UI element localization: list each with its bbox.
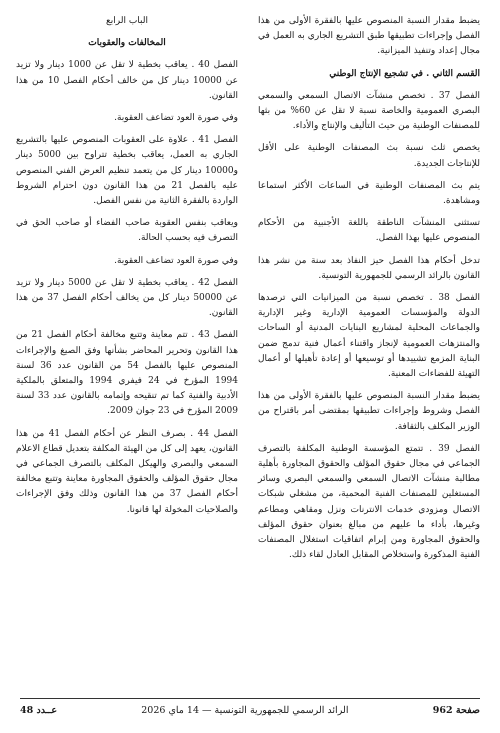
paragraph-budget-ratio: يضبط مقدار النسبة المنصوص عليها بالفقرة الأولى من هذا الفصل وإجراءات تطبيقها طبق التشريع الجاري به العمل في مجال إعداد وتنفيذ الميزانية. xyxy=(258,16,480,57)
right-column xyxy=(258,14,480,571)
paragraph-decree-ratio: يضبط مقدار النسبة المنصوص عليها بالفقرة الأولى من هذا الفصل وشروط وإجراءات تطبيقها بمقتضى أمر باقتراح من الوزير المكلف بالثقافة. xyxy=(258,391,480,432)
paragraph-recidivism: وفي صورة العود تضاعف العقوبة. xyxy=(114,255,238,266)
issue-number: عــدد 48 xyxy=(20,705,57,716)
paragraph-recidivism: وفي صورة العود تضاعف العقوبة. xyxy=(114,113,238,124)
paragraph-prime-time: يتم بث المصنفات الوطنية في الساعات الأكثر استماعا ومشاهدة. xyxy=(258,180,480,207)
section-heading-national-production: القسم الثاني . في تشجيع الإنتاج الوطني xyxy=(329,68,480,79)
paragraph-entry-into-force: تدخل أحكام هذا الفصل حيز النفاذ بعد سنة من نشر هذا القانون بالرائد الرسمي للجمهورية التونسية. xyxy=(258,255,480,281)
article-37: الفصل 37 . تخصص منشآت الاتصال السمعي والسمعي البصري العمومية والخاصة نسبة لا تقل عن 60% من بثها للمصنفات الوطنية من حيث التأليف والإنتاج والأداء. xyxy=(258,90,481,132)
article-40: الفصل 40 . يعاقب بخطية لا تقل عن 1000 دينار ولا تزيد عن 10000 دينار كل من خالف أحكام الفصل 10 من هذا القانون. xyxy=(16,60,238,101)
article-43: الفصل 43 . تتم معاينة وتتبع مخالفة أحكام الفصل 21 من هذا القانون وتحرير المحاضر بشأنها وفق الصيغ والإجراءات المنصوص عليها بالفصل 54 من القانون عدد 36 لسنة 1994 المؤرخ في 24 فيفري 1994 والمتعلق بالملكية الأدبية والفنية كما تم تنقيحه وإتمامه بالقانون عدد 33 لسنة 2009 المؤرخ في 23 جوان 2009. xyxy=(16,330,238,417)
left-column xyxy=(16,14,238,525)
article-42: الفصل 42 . يعاقب بخطية لا تقل عن 5000 دينار ولا تزيد عن 50000 دينار كل من يخالف أحكام الفصل 37 من هذا القانون. xyxy=(16,277,238,319)
paragraph-new-productions: يخصص ثلث نسبة بث المصنفات الوطنية على الأقل للإنتاجات الجديدة. xyxy=(258,143,480,169)
journal-title: الرائد الرسمي للجمهورية التونسية — 14 ماي 2026 xyxy=(141,705,349,716)
article-44: الفصل 44 . بصرف النظر عن أحكام الفصل 41 من هذا القانون، يعهد إلى كل من الهيئة المكلفة بتعديل قطاع الاعلام السمعي والبصري والهيكل المكلف بالتصرف الجماعي في مجال حقوق المؤلف والحقوق المجاورة معاينة وتتبع مخالفة أحكام الفصل 37 من هذا القانون وذلك وفق الإجراءات والصلاحيات المخولة لها قانونا. xyxy=(16,428,238,515)
article-41: الفصل 41 . علاوة على العقوبات المنصوص عليها بالتشريع الجاري به العمل، يعاقب بخطية تتراوح بين 5000 دينار و10000 دينار كل من يتعمد تنظيم العرض الفني المنصوص عليه بالفصل 21 من هذا القانون دون احترام الشروط الواردة بالفقرة الثانية من نفس الفصل. xyxy=(16,135,238,207)
paragraph-foreign-language-exemption: تستثنى المنشآت الناطقة باللغة الأجنبية من الأحكام المنصوص عليها بهذا الفصل. xyxy=(258,218,480,244)
article-38: الفصل 38 . تخصص نسبة من الميزانيات التي ترصدها الدولة والمؤسسات العمومية الإدارية وغير الإدارية والجماعات المحلية لمشاريع البنايات المدنية أو الساحات والمنتزهات العمومية لإنجاز واقتناء أعمال فنية تدمج ضمن البناية المزمع تشييدها أو توسيعها أو إعادة تأهيلها أو أعمال التهيئة للفضاءات المعنية. xyxy=(258,293,480,380)
paragraph-venue-owner: ويعاقب بنفس العقوبة صاحب الفضاء أو صاحب الحق في التصرف فيه بحسب الحالة. xyxy=(16,218,238,244)
article-39: الفصل 39 . تتمتع المؤسسة الوطنية المكلفة بالتصرف الجماعي في مجال حقوق المؤلف والحقوق المجاورة بأهلية مطالبة منشآت الاتصال السمعي والسمعي البصري وسائر المستغلين للمصنفات الفنية المحمية، من مشغلي شبكات الاتصال ومزودي خدمات الانترنات ونزل ومقاهي ومطاعم وغيرها، بأداء ما عليهم من مبالغ بعنوان حقوق المؤلف والحقوق المجاورة ومن إبرام اتفاقيات استغلال المصنفات الفنية المذكورة واستخلاص المقابل العادل لقاء ذلك. xyxy=(258,443,481,561)
chapter-title: الباب الرابع xyxy=(105,16,149,26)
page-number: صفحة 962 xyxy=(432,705,480,716)
page-footer xyxy=(20,698,480,716)
chapter-subtitle: المخالفات والعقوبات xyxy=(88,38,166,49)
